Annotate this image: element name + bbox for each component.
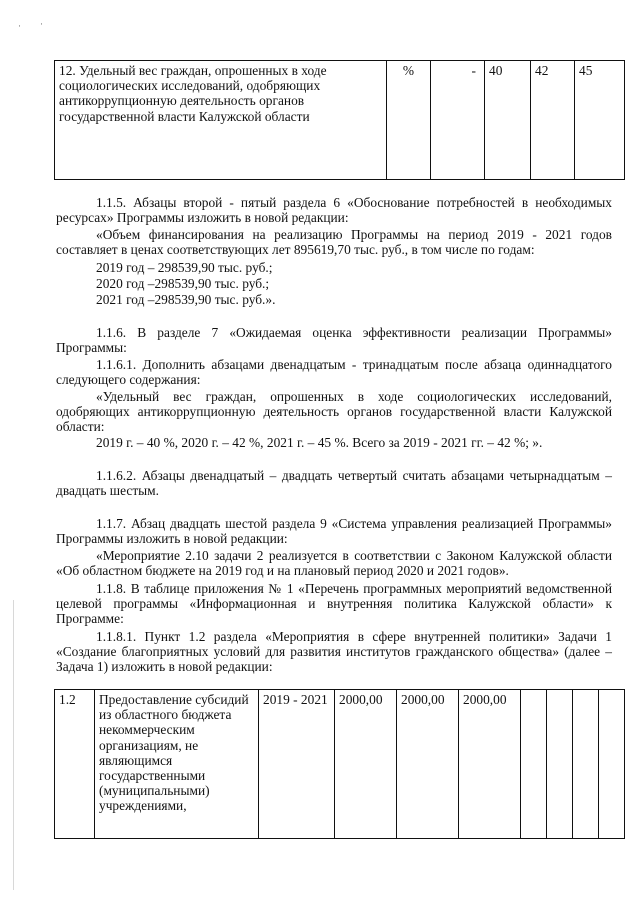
table-row <box>55 61 625 180</box>
table-row <box>55 690 625 839</box>
indicators-table <box>54 60 625 180</box>
period-cell: 2019 - 2021 <box>259 690 335 839</box>
funding-2020-cell: 2000,00 <box>459 690 521 839</box>
total-funding-cell: 2000,00 <box>335 690 397 839</box>
base-value-cell: - <box>431 61 485 180</box>
unit-cell: % <box>387 61 431 180</box>
paragraph-1-1-6-1-years: 2019 г. – 40 %, 2020 г. – 42 %, 2021 г. – 45 %. Всего за 2019 - 2021 гг. – 42 %; ». <box>96 435 543 450</box>
empty-cell <box>573 690 599 839</box>
funding-2021-line: 2021 год –298539,90 тыс. руб.». <box>96 292 276 307</box>
funding-2019-line: 2019 год – 298539,90 тыс. руб.; <box>96 260 273 275</box>
paragraph-1-1-6-2: 1.1.6.2. Абзацы двенадцатый – двадцать четвертый считать абзацами четырнадцатым – двадцать шестым. <box>56 468 612 499</box>
paragraph-1-1-5: 1.1.5. Абзацы второй - пятый раздела 6 «Обоснование потребностей в необходимых ресурсах» Программы изложить в новой редакции: <box>56 195 612 226</box>
value-2019-cell: 40 <box>485 61 531 180</box>
scan-speck: · <box>40 19 43 29</box>
funding-2019-cell: 2000,00 <box>397 690 459 839</box>
paragraph-1-1-6-1: 1.1.6.1. Дополнить абзацами двенадцатым - тринадцатым после абзаца одиннадцатого следующего содержания: <box>56 357 612 388</box>
item-number-cell: 1.2 <box>55 690 95 839</box>
measures-table <box>54 689 625 839</box>
empty-cell <box>521 690 547 839</box>
paragraph-1-1-8: 1.1.8. В таблице приложения № 1 «Перечень программных мероприятий ведомственной целевой программы «Информационная и внутренняя политика Калужской области» к Программе: <box>56 581 612 627</box>
paragraph-1-1-6-1-quote: «Удельный вес граждан, опрошенных в ходе социологических исследований, одобряющих антикоррупционную деятельность органов государственной власти Калужской области: <box>56 389 612 435</box>
paragraph-1-1-7-quote: «Мероприятие 2.10 задачи 2 реализуется в соответствии с Законом Калужской области «Об областном бюджете на 2019 год и на плановый период 2020 и 2021 годов». <box>56 548 612 579</box>
measure-name-cell: Предоставление субсидий из областного бюджета некоммерческим организациям, не являющимся государственными (муниципальными) учреждениями, <box>95 690 259 839</box>
value-2020-cell: 42 <box>531 61 575 180</box>
paragraph-1-1-8-1: 1.1.8.1. Пункт 1.2 раздела «Мероприятия в сфере внутренней политики» Задачи 1 «Создание благоприятных условий для развития институтов гражданского общества» (далее – Задача 1) изложить в новой редакции: <box>56 629 612 675</box>
empty-cell <box>547 690 573 839</box>
scan-speck: · <box>18 21 21 31</box>
empty-cell <box>599 690 625 839</box>
funding-2020-line: 2020 год –298539,90 тыс. руб.; <box>96 276 270 291</box>
paragraph-1-1-5-quote: «Объем финансирования на реализацию Программы на период 2019 - 2021 годов составляет в ценах соответствующих лет 895619,70 тыс. руб., в том числе по годам: <box>56 227 612 258</box>
paragraph-1-1-7: 1.1.7. Абзац двадцать шестой раздела 9 «Система управления реализацией Программы» Программы изложить в новой редакции: <box>56 516 612 547</box>
value-2021-cell: 45 <box>575 61 625 180</box>
scan-artifact-line <box>13 600 14 890</box>
paragraph-1-1-6: 1.1.6. В разделе 7 «Ожидаемая оценка эффективности реализации Программы» Программы: <box>56 325 612 356</box>
indicator-cell: 12. Удельный вес граждан, опрошенных в ходе социологических исследований, одобряющих антикоррупционную деятельность органов государственной власти Калужской области <box>55 61 387 180</box>
